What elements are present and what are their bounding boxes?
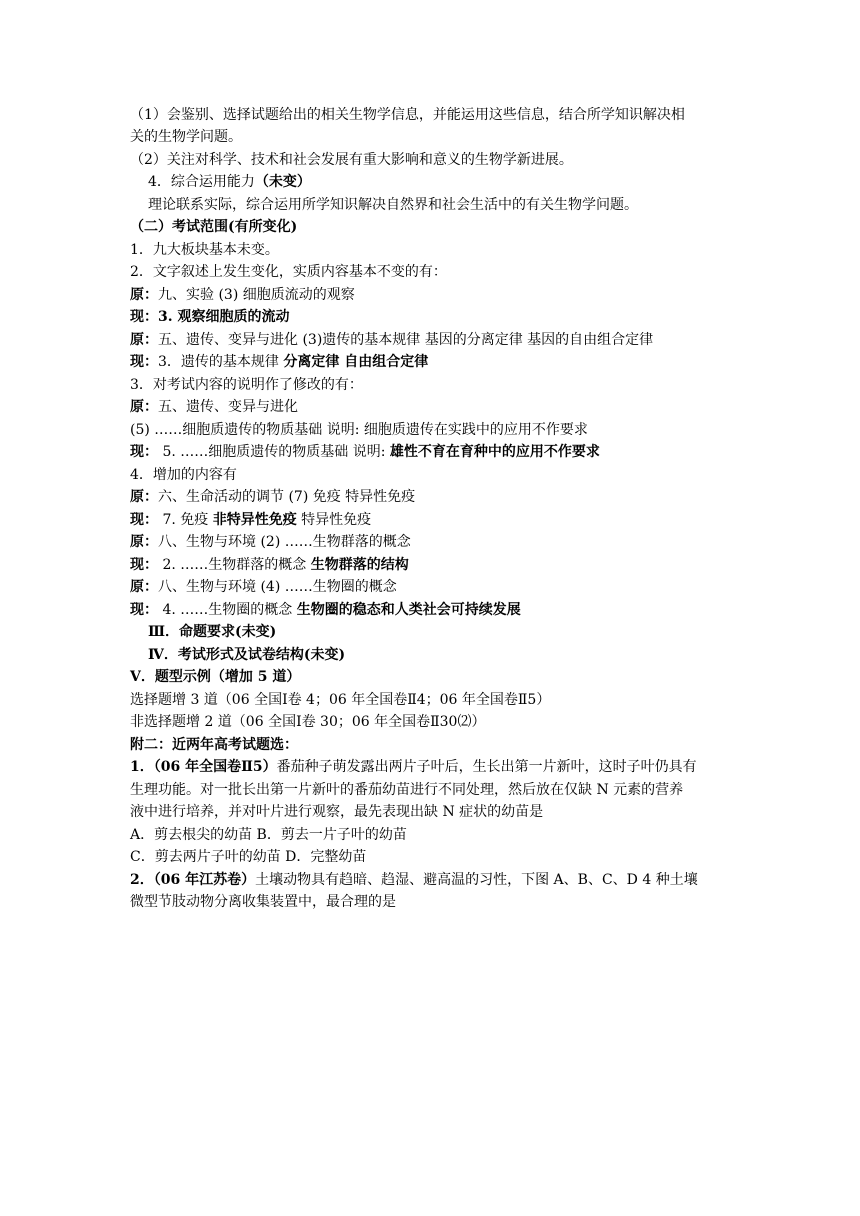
text-line: 微型节肢动物分离收集装置中，最合理的是 [130, 894, 396, 910]
text-line: 生理功能。对一批长出第一片新叶的番茄幼苗进行不同处理，然后放在仅缺 N 元素的营养 [130, 782, 684, 798]
text-line: 选择题增 3 道（06 全国Ⅰ卷 4；06 年全国卷Ⅱ4；06 年全国卷Ⅱ5） [130, 692, 551, 708]
original-line: 原：九、实验 (3) 细胞质流动的观察 [130, 287, 355, 303]
question-1: 1．（06 年全国卷Ⅱ5）番茄种子萌发露出两片子叶后，生长出第一片新叶，这时子叶仍具有 [130, 759, 697, 775]
text-line: 关的生物学问题。 [130, 129, 242, 145]
text-line: （1）会鉴别、选择试题给出的相关生物学信息，并能运用这些信息，结合所学知识解决相 [130, 107, 685, 123]
question-2: 2．（06 年江苏卷）土壤动物具有趋暗、趋湿、避高温的习性，下图 A、B、C、D 4 种土壤 [130, 872, 698, 888]
text-line: (5) ……细胞质遗传的物质基础 说明: 细胞质遗传在实践中的应用不作要求 [130, 422, 588, 438]
original-line: 原：五、遗传、变异与进化 [130, 399, 298, 415]
current-line: 现： 5. ……细胞质遗传的物质基础 说明: 雄性不育在育种中的应用不作要求 [130, 444, 600, 460]
original-line: 原：五、遗传、变异与进化 (3)遗传的基本规律 基因的分离定律 基因的自由组合定律 [130, 332, 654, 348]
section-heading: Ⅳ．考试形式及试卷结构(未变) [148, 647, 346, 663]
section-heading: Ⅲ．命题要求(未变) [148, 624, 277, 640]
text-line: 4．增加的内容有 [130, 467, 237, 483]
current-line: 现：3．遗传的基本规律 分离定律 自由组合定律 [130, 354, 429, 370]
text-line: 2．文字叙述上发生变化，实质内容基本不变的有： [130, 264, 447, 280]
original-line: 原：六、生命活动的调节 (7) 免疫 特异性免疫 [130, 489, 416, 505]
current-line: 现： 7. 免疫 非特异性免疫 特异性免疫 [130, 512, 372, 528]
text-line: 液中进行培养，并对叶片进行观察，最先表现出缺 N 症状的幼苗是 [130, 804, 544, 820]
text-line: 3．对考试内容的说明作了修改的有： [130, 377, 363, 393]
section-heading: Ⅴ．题型示例（增加 5 道） [130, 669, 301, 685]
text-line: （2）关注对科学、技术和社会发展有重大影响和意义的生物学新进展。 [130, 152, 573, 168]
current-line: 现： 2. ……生物群落的概念 生物群落的结构 [130, 557, 409, 573]
original-line: 原：八、生物与环境 (4) ……生物圈的概念 [130, 579, 397, 595]
answer-options: C．剪去两片子叶的幼苗 D．完整幼苗 [130, 849, 367, 865]
answer-options: A．剪去根尖的幼苗 B．剪去一片子叶的幼苗 [130, 827, 407, 843]
section-heading: 4．综合运用能力（未变） [148, 174, 311, 190]
text-line: 非选择题增 2 道（06 全国Ⅰ卷 30；06 年全国卷Ⅱ30⑵） [130, 714, 486, 730]
section-heading: （二）考试范围(有所变化) [130, 219, 298, 235]
current-line: 现：3. 观察细胞质的流动 [130, 309, 290, 325]
original-line: 原：八、生物与环境 (2) ……生物群落的概念 [130, 534, 411, 550]
text-line: 1．九大板块基本未变。 [130, 242, 279, 258]
text-line: 理论联系实际，综合运用所学知识解决自然界和社会生活中的有关生物学问题。 [148, 197, 638, 213]
section-heading: 附二：近两年高考试题选： [130, 737, 298, 753]
current-line: 现： 4. ……生物圈的概念 生物圈的稳态和人类社会可持续发展 [130, 602, 521, 618]
